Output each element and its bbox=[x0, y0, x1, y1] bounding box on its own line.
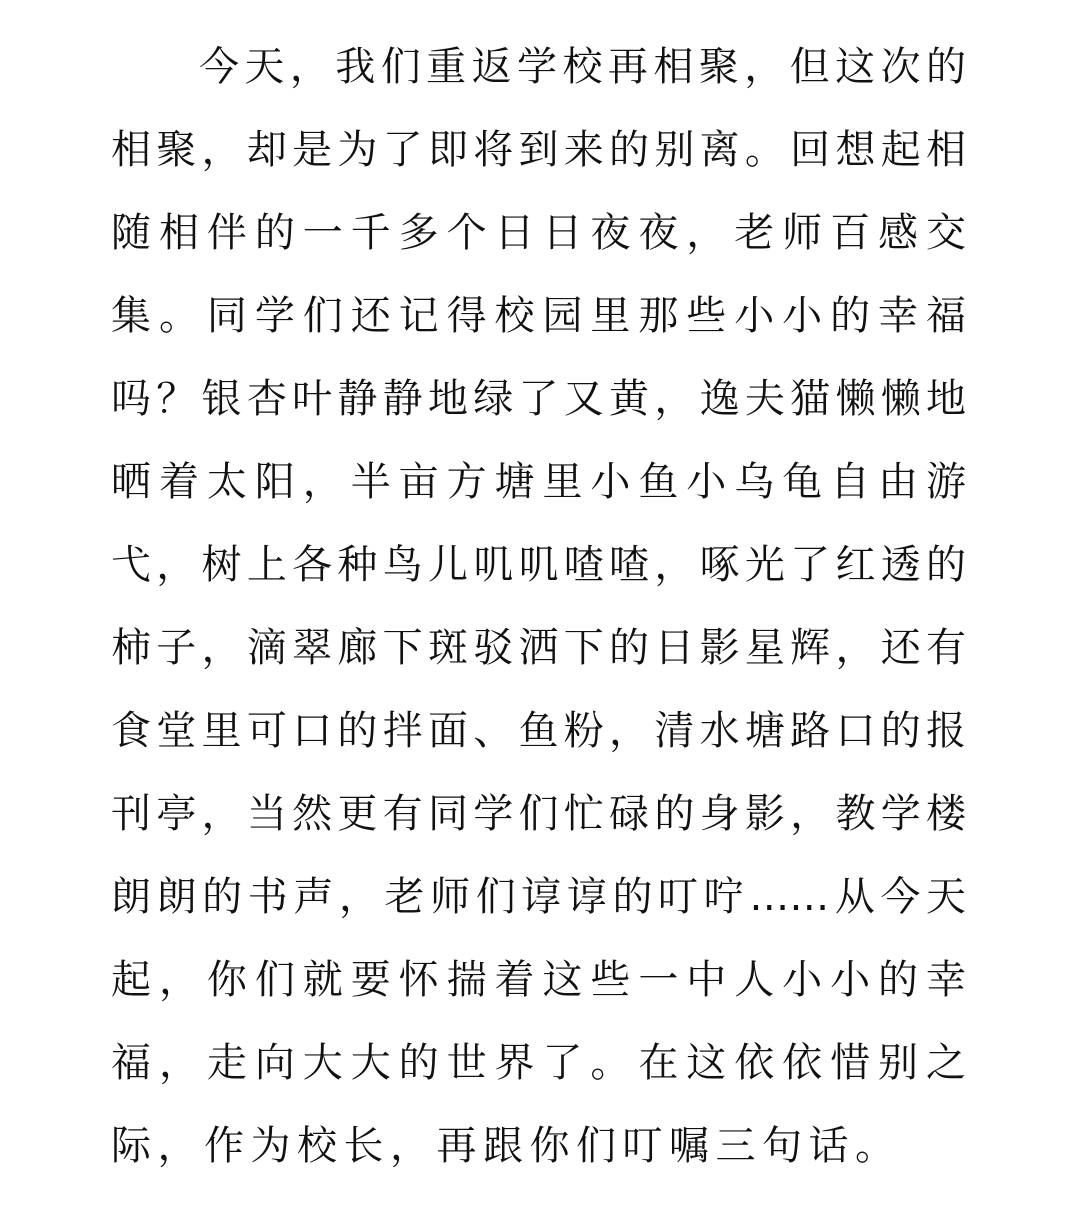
paragraph-line-4: 集。同学们还记得校园里那些小小的幸福 bbox=[111, 293, 966, 339]
paragraph-line-8: 柿子，滴翠廊下斑驳洒下的日影星辉，还有 bbox=[111, 625, 966, 671]
paragraph-line-6: 晒着太阳，半亩方塘里小鱼小乌龟自由游 bbox=[111, 459, 966, 505]
paragraph-line-13: 福，走向大大的世界了。在这依依惜别之 bbox=[111, 1040, 966, 1086]
paragraph-line-11: 朗朗的书声，老师们谆谆的叮咛……从今天 bbox=[111, 874, 966, 920]
paragraph-line-14: 际，作为校长，再跟你们叮嘱三句话。 bbox=[111, 1123, 902, 1169]
body-paragraph bbox=[111, 26, 966, 1188]
paragraph-line-2: 相聚，却是为了即将到来的别离。回想起相 bbox=[111, 127, 966, 173]
paragraph-line-10: 刊亭，当然更有同学们忙碌的身影，教学楼 bbox=[111, 791, 966, 837]
paragraph-line-5: 吗？银杏叶静静地绿了又黄，逸夫猫懒懒地 bbox=[111, 376, 966, 422]
paragraph-line-12: 起，你们就要怀揣着这些一中人小小的幸 bbox=[111, 957, 966, 1003]
paragraph-line-3: 随相伴的一千多个日日夜夜，老师百感交 bbox=[111, 210, 966, 256]
paragraph-line-7: 弋，树上各种鸟儿叽叽喳喳，啄光了红透的 bbox=[111, 542, 966, 588]
paragraph-line-1: 今天，我们重返学校再相聚，但这次的 bbox=[199, 44, 966, 90]
paragraph-line-9: 食堂里可口的拌面、鱼粉，清水塘路口的报 bbox=[111, 708, 966, 754]
